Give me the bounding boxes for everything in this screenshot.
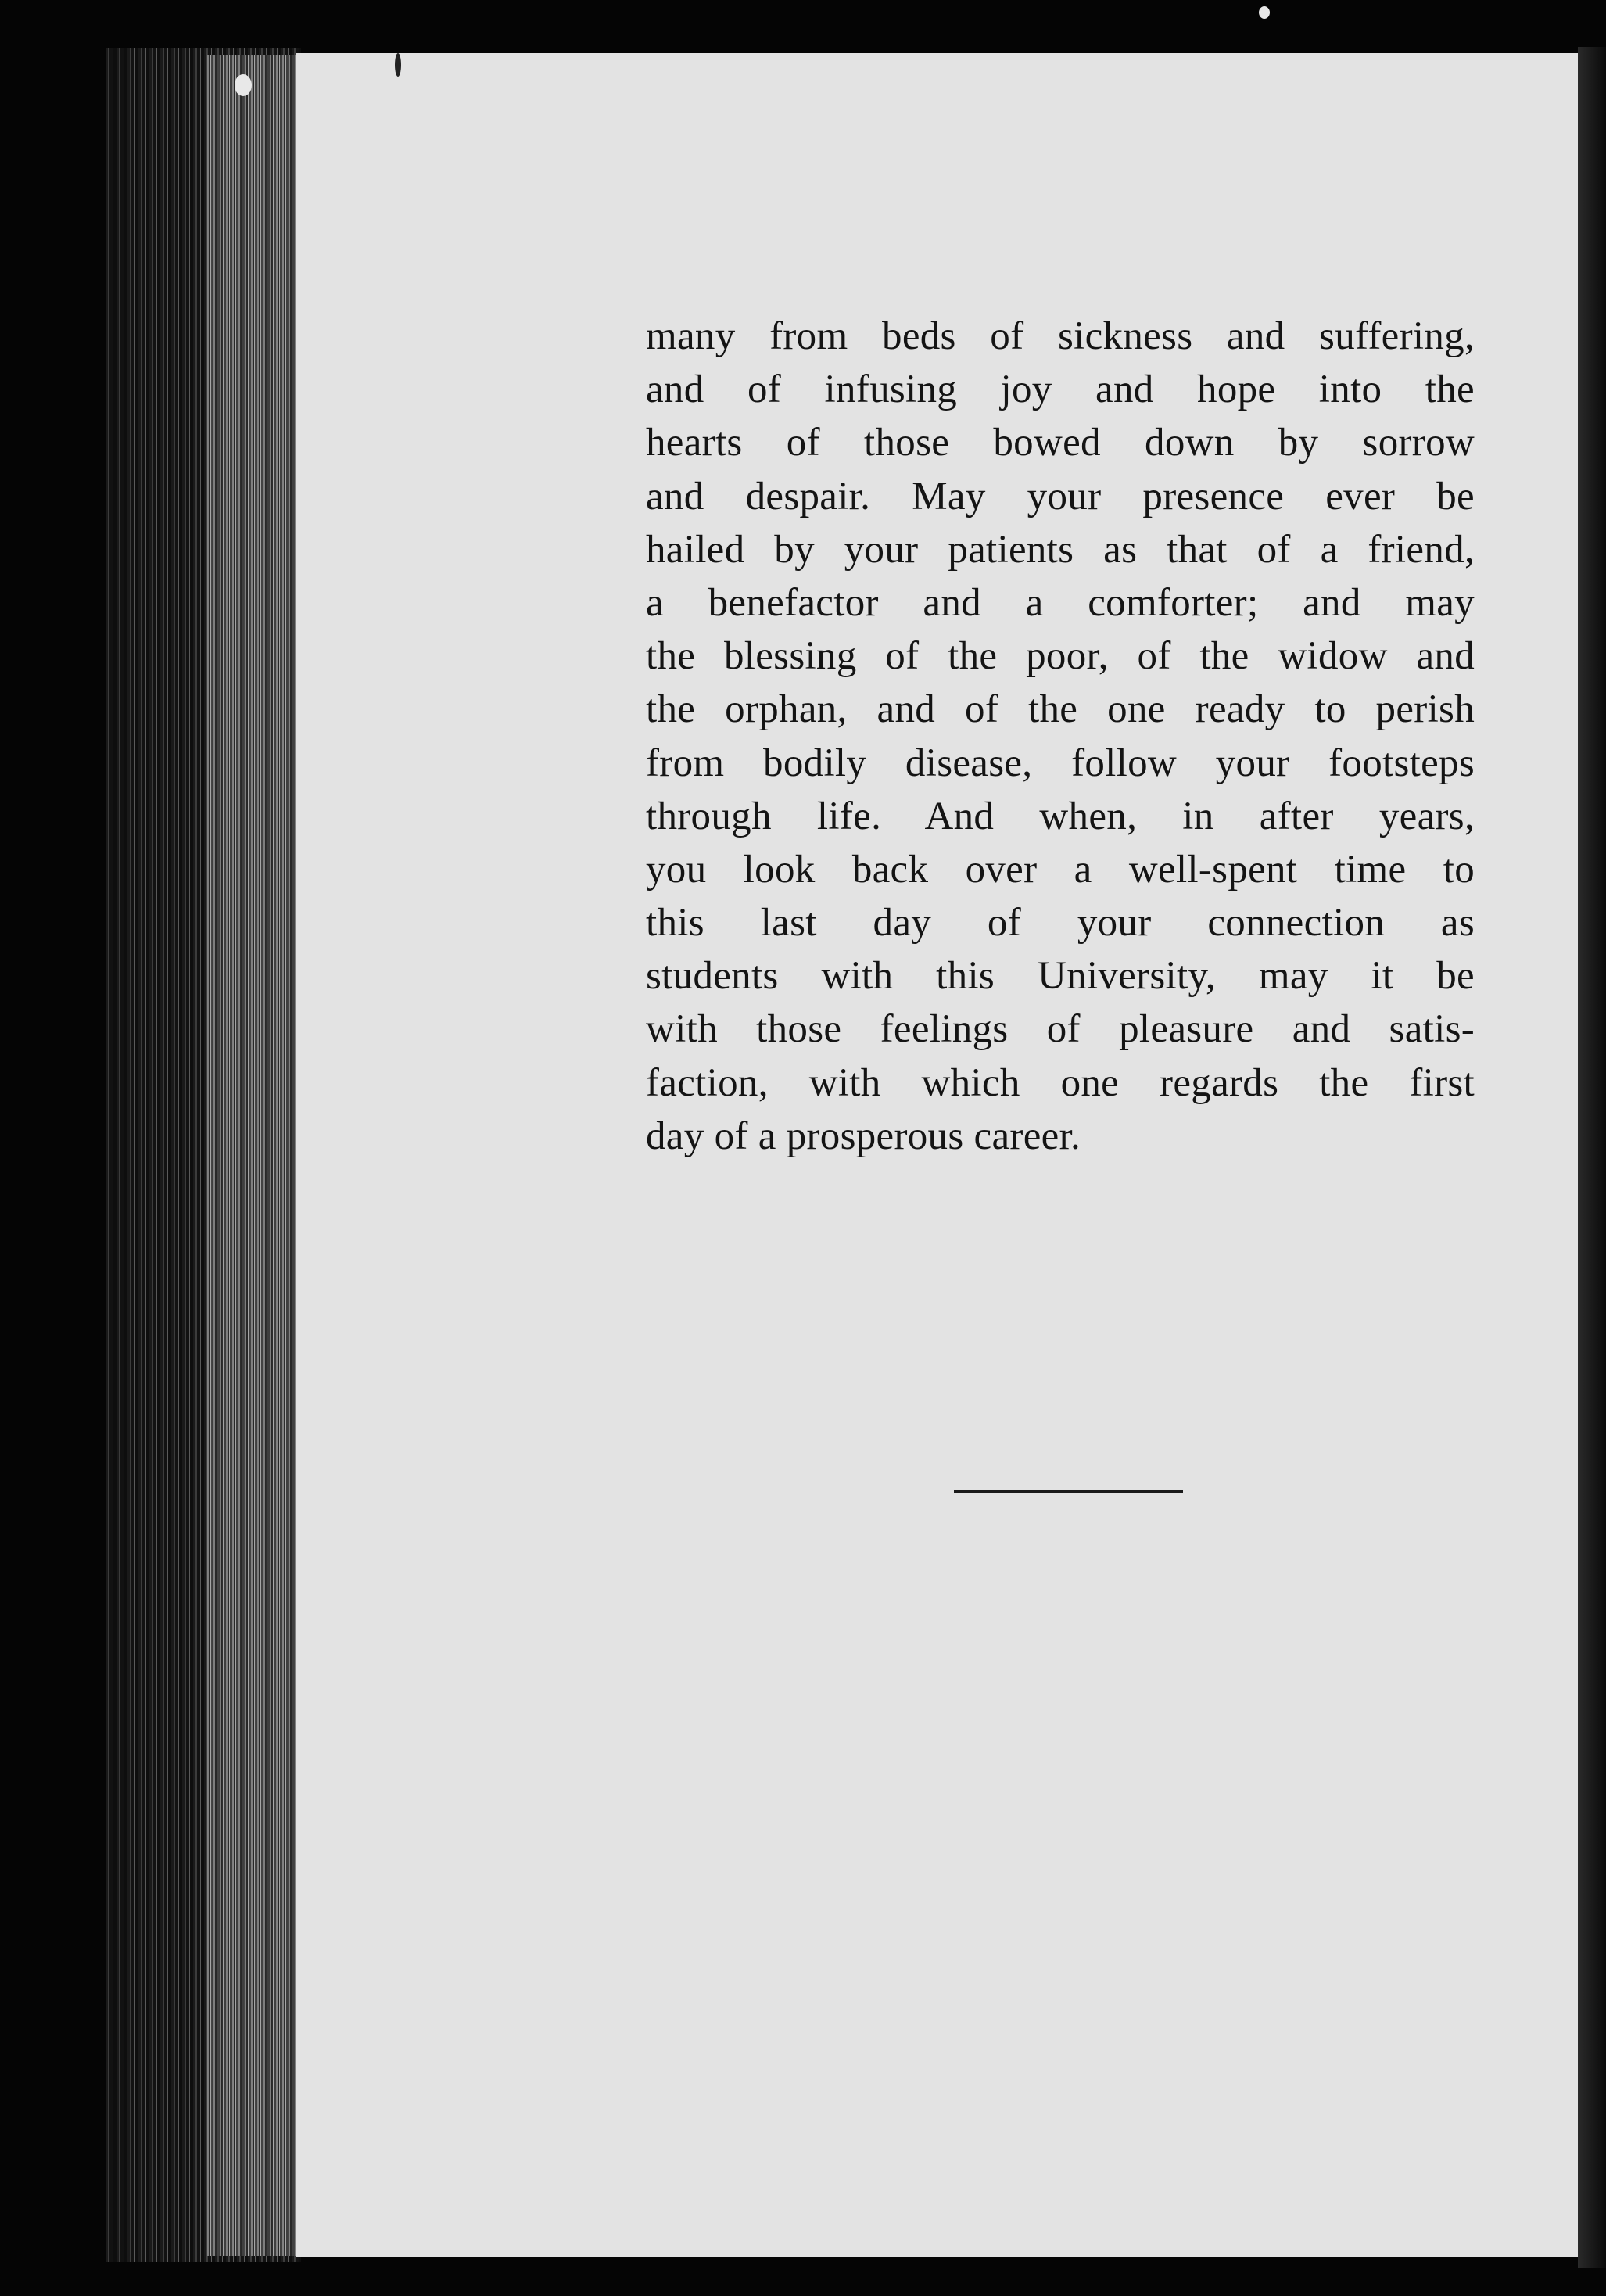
text-line: you look back over a well-spent time to bbox=[646, 847, 1475, 891]
text-line: many from beds of sickness and suffering, bbox=[646, 314, 1475, 358]
text-line: and of infusing joy and hope into the bbox=[646, 368, 1475, 412]
text-line: students with this University, may it be bbox=[646, 954, 1475, 999]
text-line: with those feelings of pleasure and satis- bbox=[646, 1007, 1475, 1052]
scan-speck bbox=[235, 74, 252, 96]
text-line: through life. And when, in after years, bbox=[646, 794, 1475, 838]
text-line: the blessing of the poor, of the widow and bbox=[646, 634, 1475, 679]
section-end-rule bbox=[954, 1490, 1183, 1493]
text-line: the orphan, and of the one ready to perish bbox=[646, 687, 1475, 732]
right-page-edge bbox=[1578, 47, 1606, 2268]
text-line: faction, with which one regards the first bbox=[646, 1060, 1475, 1105]
text-line: from bodily disease, follow your footsteps bbox=[646, 741, 1475, 785]
text-line: hearts of those bowed down by sorrow bbox=[646, 421, 1475, 465]
text-line: a benefactor and a comforter; and may bbox=[646, 580, 1475, 625]
text-line: day of a prosperous career. bbox=[646, 1114, 1081, 1158]
text-line: hailed by your patients as that of a friend, bbox=[646, 527, 1475, 572]
text-line: this last day of your connection as bbox=[646, 901, 1475, 945]
scan-speck bbox=[1259, 6, 1270, 19]
body-text bbox=[646, 310, 1475, 1163]
scan-speck bbox=[395, 53, 401, 77]
page-edges bbox=[207, 55, 301, 2256]
text-line: and despair. May your presence ever be bbox=[646, 474, 1475, 518]
